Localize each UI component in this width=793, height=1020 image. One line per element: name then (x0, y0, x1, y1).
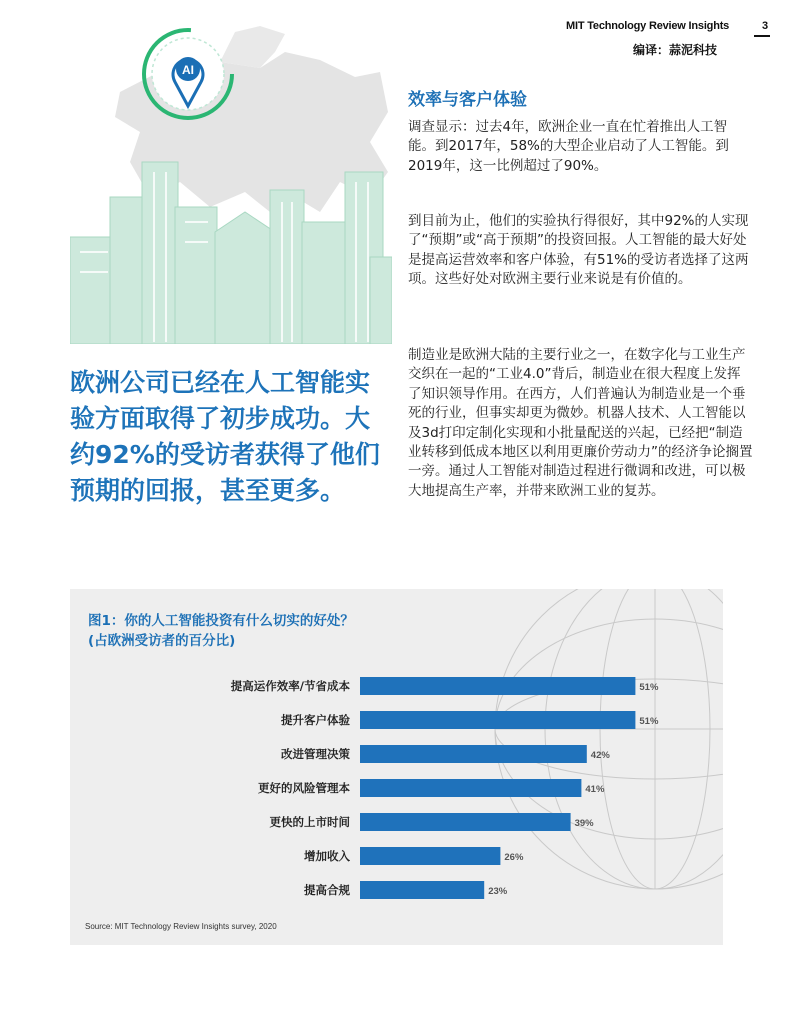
bar (360, 677, 635, 695)
value-label: 51% (639, 682, 659, 693)
value-label: 42% (590, 750, 610, 761)
value-label: 26% (504, 852, 524, 863)
category-label: 增加收入 (304, 849, 350, 863)
bar (360, 881, 484, 899)
header-rule (754, 35, 770, 37)
value-label: 41% (585, 784, 605, 795)
bar (360, 847, 500, 865)
bar-chart (70, 589, 723, 945)
value-label: 51% (639, 716, 659, 727)
chart-panel (70, 589, 723, 945)
category-label: 更好的风险管理本 (258, 781, 350, 795)
ai-badge-text: AI (182, 63, 194, 77)
bar (360, 813, 571, 831)
bar (360, 779, 581, 797)
category-label: 提升客户体验 (281, 713, 350, 727)
value-label: 39% (574, 818, 594, 829)
paragraph-3: 制造业是欧洲大陆的主要行业之一，在数字化与工业生产交织在一起的“工业4.0”背后，制造业在很大程度上发挥了知识领导作用。在西方，人们普遍认为制造业是一个垂死的行业，但事实却更为微妙。机器人技术、人工智能以及3d打印定制化实现和小批量配送的兴起，已经把“制造业转移到低成本地区以利用更廉价劳动力”的经济争论搁置一旁。通过人工智能对制造过程进行微调和改进，可以极大地提高生产率，并带来欧洲工业的复苏。 (408, 347, 753, 499)
bar (360, 745, 587, 763)
category-label: 更快的上市时间 (269, 815, 350, 829)
category-label: 提高运作效率/节省成本 (230, 679, 350, 693)
translator-credit: 编译：蒜泥科技 (633, 43, 718, 57)
chart-subtitle: (占欧洲受访者的百分比) (88, 633, 236, 649)
paragraph-1: 调查显示：过去4年，欧洲企业一直在忙着推出人工智能。到2017年，58%的大型企业启动了人工智能。到2019年，这一比例超过了90%。 (408, 119, 729, 174)
category-label: 改进管理决策 (281, 747, 350, 761)
publisher-name: MIT Technology Review Insights (566, 20, 730, 32)
page-number: 3 (762, 20, 769, 32)
value-label: 23% (488, 886, 508, 897)
section-title: 效率与客户体验 (408, 90, 527, 110)
pull-quote: 欧洲公司已经在人工智能实验方面取得了初步成功。大约92%的受访者获得了他们预期的回报，甚至更多。 (70, 368, 380, 505)
europe-city-illustration (70, 22, 392, 344)
bar (360, 711, 635, 729)
chart-title-text: 图1：你的人工智能投资有什么切实的好处？ (88, 613, 354, 629)
paragraph-2: 到目前为止，他们的实验执行得很好，其中92%的人实现了“预期”或“高于预期”的投资回报。人工智能的最大好处是提高运营效率和客户体验，有51%的受访者选择了这两项。这些好处对欧洲主要行业来说是有价值的。 (408, 213, 749, 288)
chart-source: Source: MIT Technology Review Insights survey, 2020 (85, 922, 277, 931)
category-label: 提高合规 (304, 883, 350, 897)
